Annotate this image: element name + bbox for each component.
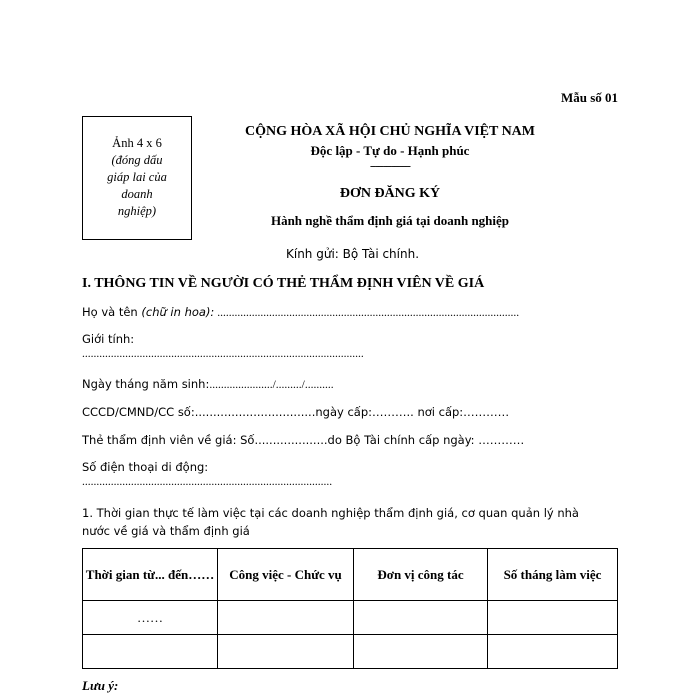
form-title: ĐƠN ĐĂNG KÝ — [339, 186, 441, 201]
name-label: Họ và tên — [82, 305, 142, 319]
section-title: I. THÔNG TIN VỀ NGƯỜI CÓ THẺ THẨM ĐỊNH VIÊN VỀ GIÁ — [82, 276, 485, 291]
dob-dots: ....................../........./.......... — [209, 379, 334, 391]
phone-label: Số điện thoại di động: — [82, 460, 209, 474]
table-header-cell: Số tháng làm việc — [488, 549, 618, 601]
table-cell[interactable] — [354, 601, 488, 635]
table-row — [83, 601, 618, 635]
appraiser-card-field[interactable]: Thẻ thẩm định viên về giá: Số....................do Bộ Tài chính cấp ngày: ………… — [82, 433, 525, 447]
item1-line: nước về giá và thẩm định giá — [82, 524, 250, 538]
name-field[interactable] — [82, 305, 519, 319]
photo-note-line: (đóng dấu — [111, 152, 163, 167]
nation-heading: CỘNG HÒA XÃ HỘI CHỦ NGHĨA VIỆT NAM — [244, 124, 535, 139]
table-cell[interactable] — [488, 635, 618, 669]
table-header-row — [83, 549, 618, 601]
dob-label: Ngày tháng năm sinh: — [82, 377, 210, 391]
form-subtitle: Hành nghề thẩm định giá tại doanh nghiệp — [270, 213, 510, 228]
table-header-cell: Thời gian từ... đến…… — [83, 549, 218, 601]
table-cell[interactable] — [218, 601, 354, 635]
name-hint: (chữ in hoa): — [141, 305, 215, 319]
phone-field[interactable]: ....................................................................................... — [82, 476, 333, 488]
form-number: Mẫu số 01 — [560, 90, 618, 105]
table-header-cell: Công việc - Chức vụ — [218, 549, 354, 601]
item1-line: 1. Thời gian thực tế làm việc tại các doanh nghiệp thẩm định giá, cơ quan quản lý nhà — [82, 506, 579, 520]
gender-field[interactable]: .................................................................................................. — [82, 348, 364, 360]
dob-field[interactable] — [82, 377, 334, 391]
name-dots: ......................................................................................................... — [214, 307, 520, 319]
photo-size-label: Ảnh 4 x 6 — [112, 136, 162, 150]
work-history-table — [82, 548, 618, 669]
photo-placeholder-box — [82, 116, 192, 240]
table-cell[interactable] — [354, 635, 488, 669]
photo-note-line: nghiệp) — [117, 203, 157, 218]
table-cell[interactable] — [83, 635, 218, 669]
recipient-line: Kính gửi: Bộ Tài chính. — [286, 247, 420, 261]
motto: Độc lập - Tự do - Hạnh phúc — [310, 143, 470, 158]
table-cell[interactable] — [218, 635, 354, 669]
table-row — [83, 635, 618, 669]
note-label: Lưu ý: — [82, 678, 119, 693]
table-header-cell: Đơn vị công tác — [354, 549, 488, 601]
gender-label: Giới tính: — [82, 332, 135, 346]
photo-note-line: doanh — [121, 186, 153, 201]
table-cell[interactable] — [488, 601, 618, 635]
photo-note-line: giáp lai của — [107, 169, 167, 184]
id-card-field[interactable]: CCCD/CMND/CC số:.................................ngày cấp:……….. nơi cấp:………… — [82, 405, 510, 419]
table-cell[interactable]: …… — [83, 601, 218, 635]
heading-rule: --------------- — [370, 160, 410, 172]
